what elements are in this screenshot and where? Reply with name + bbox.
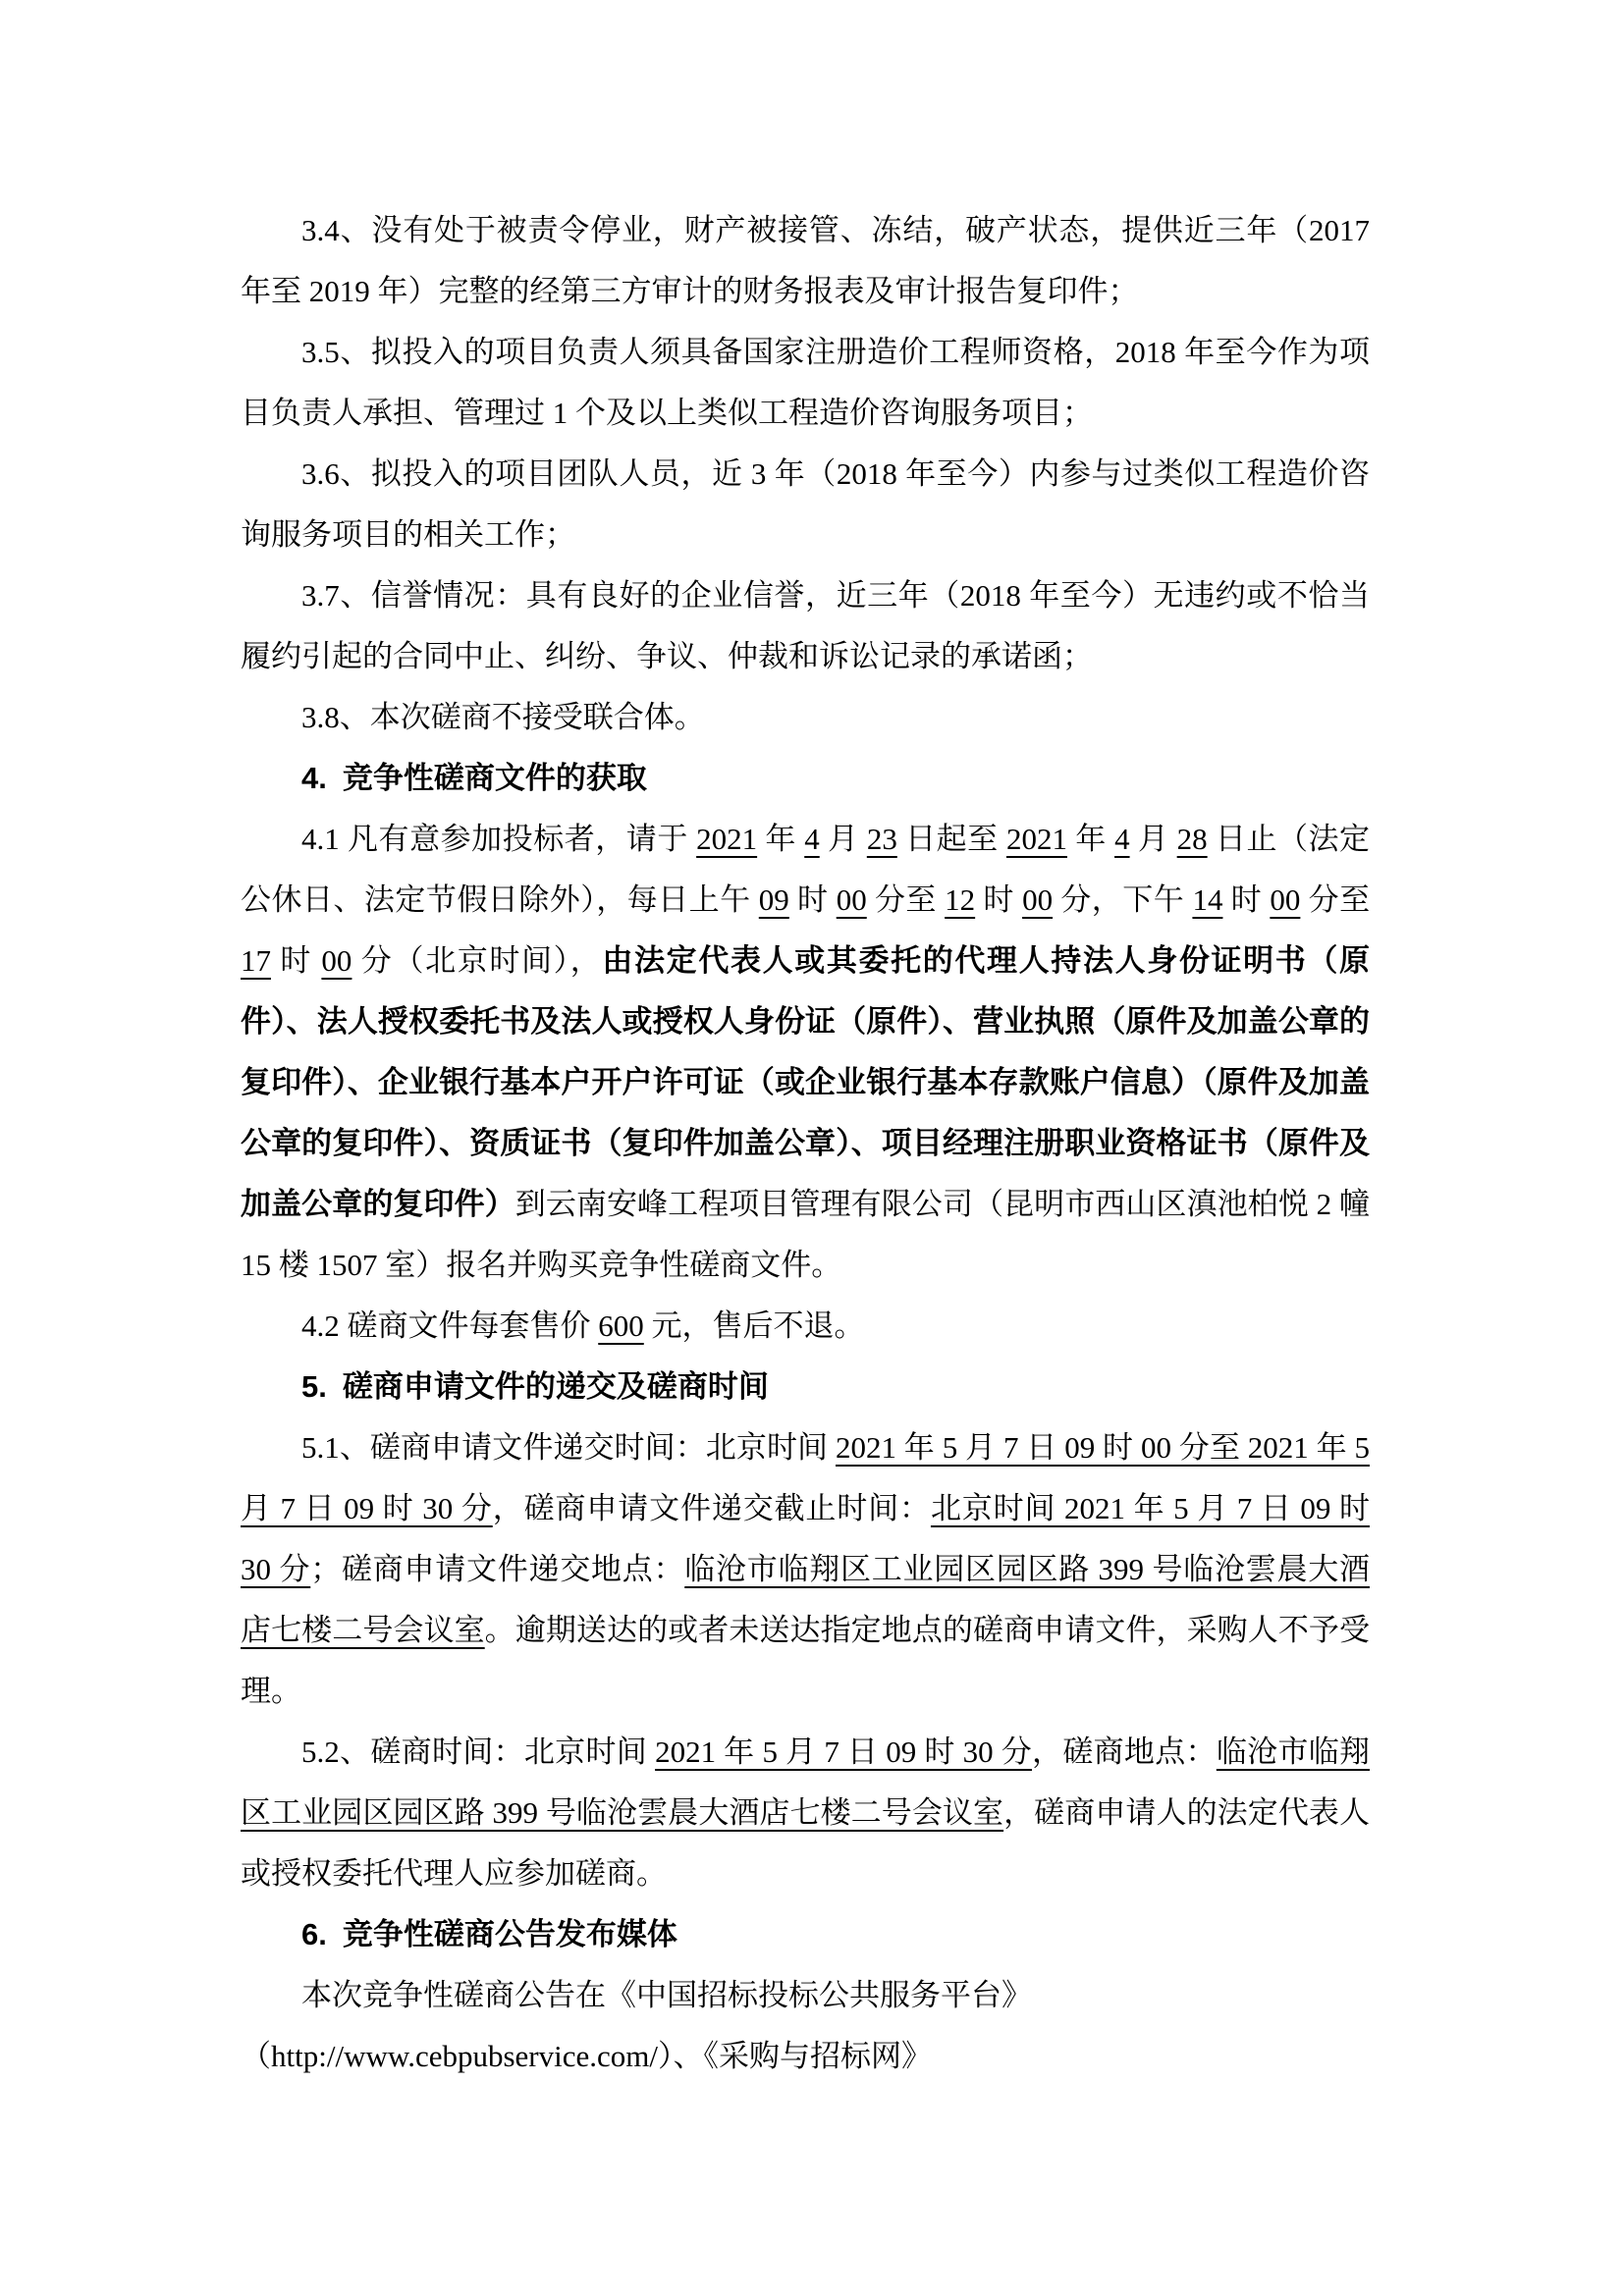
paragraph-4-1 (241, 809, 1370, 1296)
text-run: 3.6、拟投入的项目团队人员，近 3 年（2018 年至今）内参与过类似工程造价咨询服务项目的相关工作； (241, 456, 1370, 552)
underlined-deadline: 北京时间 2021 年 5 月 7 日 09 时 30 分 (241, 1491, 1371, 1586)
media-url-run: （http://www.cebpubservice.com/）、《采购与招标网》 (241, 2039, 932, 2073)
paragraph-4-2 (241, 1296, 1370, 1357)
text-run: 年 (1066, 822, 1115, 856)
text-run: 3.4、没有处于被责令停业，财产被接管、冻结，破产状态，提供近三年（2017 年至 2019 年）完整的经第三方审计的财务报表及审计报告复印件； (241, 213, 1370, 308)
text-run: 元，售后不退。 (643, 1308, 865, 1343)
underlined-time: 00 (321, 943, 352, 978)
text-run: 时 (788, 882, 837, 917)
text-run: ；磋商申请文件递交地点： (310, 1552, 685, 1586)
underlined-address: 临沧市临翔区工业园区园区路 399 号临沧雲晨大酒店七楼二号会议室 (241, 1735, 1371, 1830)
paragraph-3-7 (241, 565, 1370, 687)
text-run: 年 (757, 822, 805, 856)
text-run: 3.5、拟投入的项目负责人须具备国家注册造价工程师资格，2018 年至今作为项目负责人承担、管理过 1 个及以上类似工程造价咨询服务项目； (241, 335, 1370, 430)
section-number: 4. (301, 761, 327, 795)
underlined-time: 00 (1270, 882, 1301, 917)
section-number: 6. (301, 1917, 327, 1951)
text-run: 本次竞争性磋商公告在《中国招标投标公共服务平台》 (301, 1978, 1032, 2012)
bold-requirements-run: 由法定代表人或其委托的代理人持法人身份证明书（原件）、法人授权委托书及法人或授权人身份证（原件）、营业执照（原件及加盖公章的复印件）、企业银行基本户开户许可证（或企业银行基本存款账户信息）（原件及加盖公章的复印件）、资质证书（复印件加盖公章）、项目经理注册职业资格证书（原件及加盖公章的复印件） (241, 943, 1371, 1221)
text-run: 月 (819, 822, 867, 856)
underlined-date: 23 (866, 822, 897, 856)
text-run: ，磋商申请文件递交截止时间： (492, 1491, 931, 1525)
paragraph-3-8 (241, 687, 1370, 748)
text-run: 时 (1222, 882, 1271, 917)
text-run: 分（北京时间）， (352, 943, 603, 978)
paragraph-3-5 (241, 322, 1370, 444)
underlined-date: 2021 (1005, 822, 1067, 856)
text-run: 5.1、磋商申请文件递交时间：北京时间 (301, 1430, 836, 1465)
text-run: 分，下午 (1053, 882, 1193, 917)
text-run: 到云南安峰工程项目管理有限公司（昆明市西山区滇池柏悦 2 幢 15 楼 1507 室）报名并购买竞争性磋商文件。 (241, 1187, 1371, 1282)
underlined-time: 00 (1022, 882, 1054, 917)
section-heading-4 (241, 748, 1370, 809)
text-run: 时 (271, 943, 322, 978)
text-run: ，磋商地点： (1032, 1735, 1217, 1769)
paragraph-3-4 (241, 200, 1370, 322)
text-run: 5.2、磋商时间：北京时间 (301, 1735, 656, 1769)
section-title: 竞争性磋商文件的获取 (342, 761, 647, 795)
section-heading-6 (241, 1904, 1370, 1965)
paragraph-media (241, 1965, 1370, 2087)
underlined-time: 12 (945, 882, 976, 917)
section-heading-5 (241, 1357, 1370, 1417)
underlined-date: 28 (1176, 822, 1208, 856)
text-run: 3.7、信誉情况：具有良好的企业信誉，近三年（2018 年至今）无违约或不恰当履约引起的合同中止、纠纷、争议、仲裁和诉讼记录的承诺函； (241, 578, 1370, 673)
underlined-time: 2021 年 5 月 7 日 09 时 30 分 (655, 1735, 1033, 1769)
underlined-date: 4 (1114, 822, 1130, 856)
underlined-date: 4 (804, 822, 820, 856)
text-run: 3.8、本次磋商不接受联合体。 (301, 700, 705, 734)
underlined-address: 临沧市临翔区工业园区园区路 399 号临沧雲晨大酒店七楼二号会议室 (241, 1552, 1370, 1647)
underlined-time: 14 (1192, 882, 1223, 917)
text-run: 日止（法定公休日、法定节假日除外），每日上午 (241, 822, 1371, 917)
text-run: 分至 (866, 882, 946, 917)
text-run: 时 (975, 882, 1023, 917)
text-run: ，磋商申请人的法定代表人或授权委托代理人应参加磋商。 (241, 1795, 1371, 1891)
underlined-time: 00 (836, 882, 867, 917)
underlined-time: 09 (758, 882, 789, 917)
text-run: 4.2 磋商文件每套售价 (301, 1308, 599, 1343)
document-content (241, 200, 1370, 2087)
text-run: 月 (1129, 822, 1177, 856)
underlined-time-range: 2021 年 5 月 7 日 09 时 00 分至 2021 年 5 月 7 日 09 时 30 分 (241, 1430, 1371, 1525)
paragraph-3-6 (241, 444, 1370, 565)
text-run: 日起至 (896, 822, 1006, 856)
underlined-time: 17 (241, 943, 271, 978)
section-number: 5. (301, 1369, 327, 1404)
text-run: 分至 (1300, 882, 1371, 917)
paragraph-5-2 (241, 1722, 1370, 1904)
text-run: 4.1 凡有意参加投标者，请于 (301, 822, 697, 856)
underlined-price: 600 (598, 1308, 644, 1343)
text-run: 。逾期送达的或者未送达指定地点的磋商申请文件，采购人不予受理。 (241, 1613, 1371, 1708)
underlined-date: 2021 (696, 822, 758, 856)
section-title: 磋商申请文件的递交及磋商时间 (342, 1369, 769, 1404)
section-title: 竞争性磋商公告发布媒体 (342, 1917, 677, 1951)
paragraph-5-1 (241, 1417, 1370, 1722)
